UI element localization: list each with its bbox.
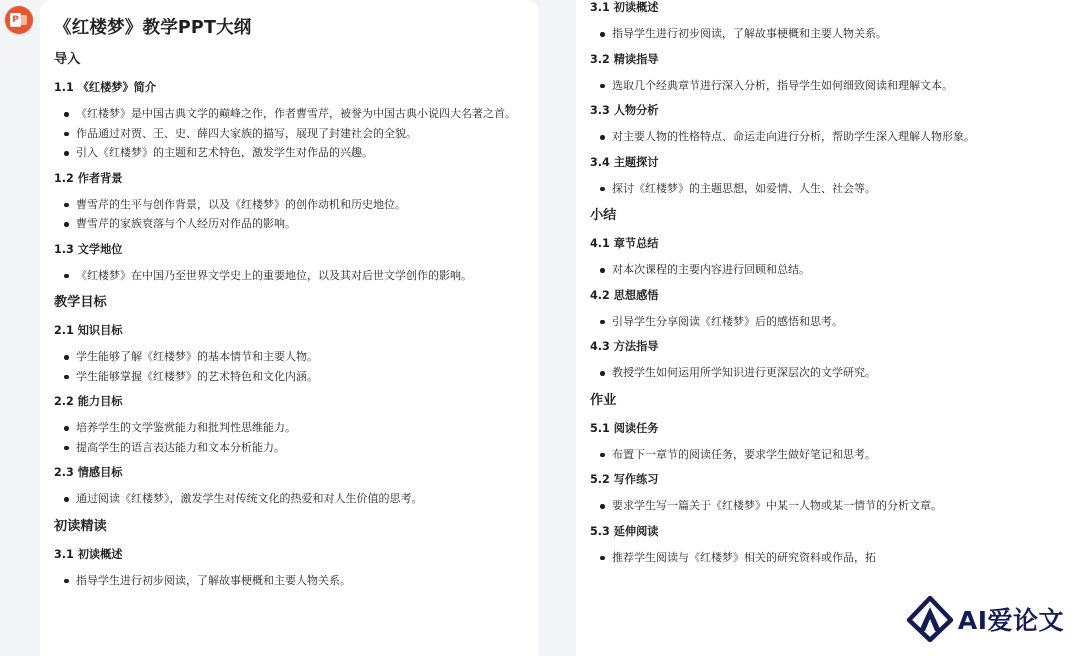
bullet-item: 指导学生进行初步阅读，了解故事梗概和主要人物关系。	[54, 571, 529, 591]
bullet-item: 《红楼梦》在中国乃至世界文学史上的重要地位，以及其对后世文学创作的影响。	[54, 266, 529, 286]
bullet-item: 通过阅读《红楼梦》，激发学生对传统文化的热爱和对人生价值的思考。	[54, 489, 529, 509]
outline-panel-right	[576, 0, 1080, 656]
subsection-heading: 2.3 情感目标	[54, 466, 123, 479]
bullet-item: 对主要人物的性格特点、命运走向进行分析，帮助学生深入理解人物形象。	[590, 127, 1070, 147]
bullet-list	[54, 266, 529, 286]
bullet-list	[54, 489, 529, 509]
subsection-heading: 4.1 章节总结	[590, 237, 659, 250]
bullet-item: 引入《红楼梦》的主题和艺术特色，激发学生对作品的兴趣。	[54, 143, 529, 163]
subsection-heading: 2.1 知识目标	[54, 324, 123, 337]
bullet-item: 布置下一章节的阅读任务，要求学生做好笔记和思考。	[590, 445, 1070, 465]
bullet-list	[590, 445, 1070, 465]
bullet-item: 曹雪芹的家族衰落与个人经历对作品的影响。	[54, 214, 529, 234]
section-heading: 教学目标	[54, 295, 107, 310]
subsection-heading: 3.1 初读概述	[54, 547, 123, 561]
bullet-item: 提高学生的语言表达能力和文本分析能力。	[54, 438, 529, 458]
bullet-item: 学生能够掌握《红楼梦》的艺术特色和文化内涵。	[54, 367, 529, 387]
bullet-item: 要求学生写一篇关于《红楼梦》中某一人物或某一情节的分析文章。	[590, 496, 1070, 516]
bullet-list	[590, 76, 1070, 96]
bullet-item: 教授学生如何运用所学知识进行更深层次的文学研究。	[590, 363, 1070, 383]
subsection-heading: 3.1 初读概述	[590, 1, 659, 14]
subsection-heading: 5.3 延伸阅读	[590, 524, 659, 538]
bullet-item: 指导学生进行初步阅读，了解故事梗概和主要人物关系。	[590, 24, 1070, 44]
document-title: 《红楼梦》教学PPT大纲	[54, 18, 252, 38]
outline-panel-left	[40, 0, 539, 656]
subsection-heading: 5.2 写作练习	[590, 473, 659, 486]
bullet-item: 曹雪芹的生平与创作背景，以及《红楼梦》的创作动机和历史地位。	[54, 195, 529, 215]
section-heading: 作业	[590, 392, 617, 408]
bullet-item: 《红楼梦》是中国古典文学的巅峰之作，作者曹雪芹，被誉为中国古典小说四大名著之首。	[54, 104, 529, 124]
ai-logo-icon	[906, 596, 954, 642]
bullet-list	[54, 418, 529, 457]
bullet-list	[54, 104, 529, 163]
subsection-heading: 4.2 思想感悟	[590, 288, 659, 302]
section-heading: 小结	[590, 208, 617, 223]
subsection-heading: 1.1 《红楼梦》简介	[54, 81, 157, 94]
bullet-item: 作品通过对贾、王、史、薛四大家族的描写，展现了封建社会的全貌。	[54, 124, 529, 144]
bullet-list	[54, 347, 529, 386]
subsection-heading: 3.3 人物分析	[590, 104, 659, 117]
watermark-text: AI爱论文	[957, 606, 1064, 635]
subsection-heading: 3.2 精读指导	[590, 52, 659, 66]
bullet-list	[54, 571, 529, 591]
bullet-list	[590, 260, 1070, 280]
subsection-heading: 3.4 主题探讨	[590, 155, 659, 169]
bullet-list	[590, 127, 1070, 147]
section-heading: 导入	[54, 52, 81, 67]
bullet-list	[54, 195, 529, 234]
bullet-item: 学生能够了解《红楼梦》的基本情节和主要人物。	[54, 347, 529, 367]
subsection-heading: 1.2 作者背景	[54, 171, 123, 185]
bullet-item: 探讨《红楼梦》的主题思想，如爱情、人生、社会等。	[590, 179, 1070, 199]
bullet-list	[590, 363, 1070, 383]
bullet-item: 对本次课程的主要内容进行回顾和总结。	[590, 260, 1070, 280]
section-heading: 初读精读	[54, 518, 107, 534]
bullet-list	[590, 24, 1070, 44]
bullet-list	[590, 548, 1070, 568]
bullet-item: 培养学生的文学鉴赏能力和批判性思维能力。	[54, 418, 529, 438]
subsection-heading: 1.3 文学地位	[54, 242, 123, 256]
bullet-list	[590, 496, 1070, 516]
subsection-heading: 5.1 阅读任务	[590, 421, 659, 435]
bullet-item: 选取几个经典章节进行深入分析，指导学生如何细致阅读和理解文本。	[590, 76, 1070, 96]
watermark	[906, 596, 1064, 642]
subsection-heading: 2.2 能力目标	[54, 395, 123, 408]
bullet-item: 推荐学生阅读与《红楼梦》相关的研究资料或作品，拓	[590, 548, 1070, 568]
bullet-list	[590, 179, 1070, 199]
powerpoint-icon[interactable]: P	[5, 6, 33, 34]
bullet-item: 引导学生分享阅读《红楼梦》后的感悟和思考。	[590, 312, 1070, 332]
bullet-list	[590, 312, 1070, 332]
subsection-heading: 4.3 方法指导	[590, 340, 659, 353]
